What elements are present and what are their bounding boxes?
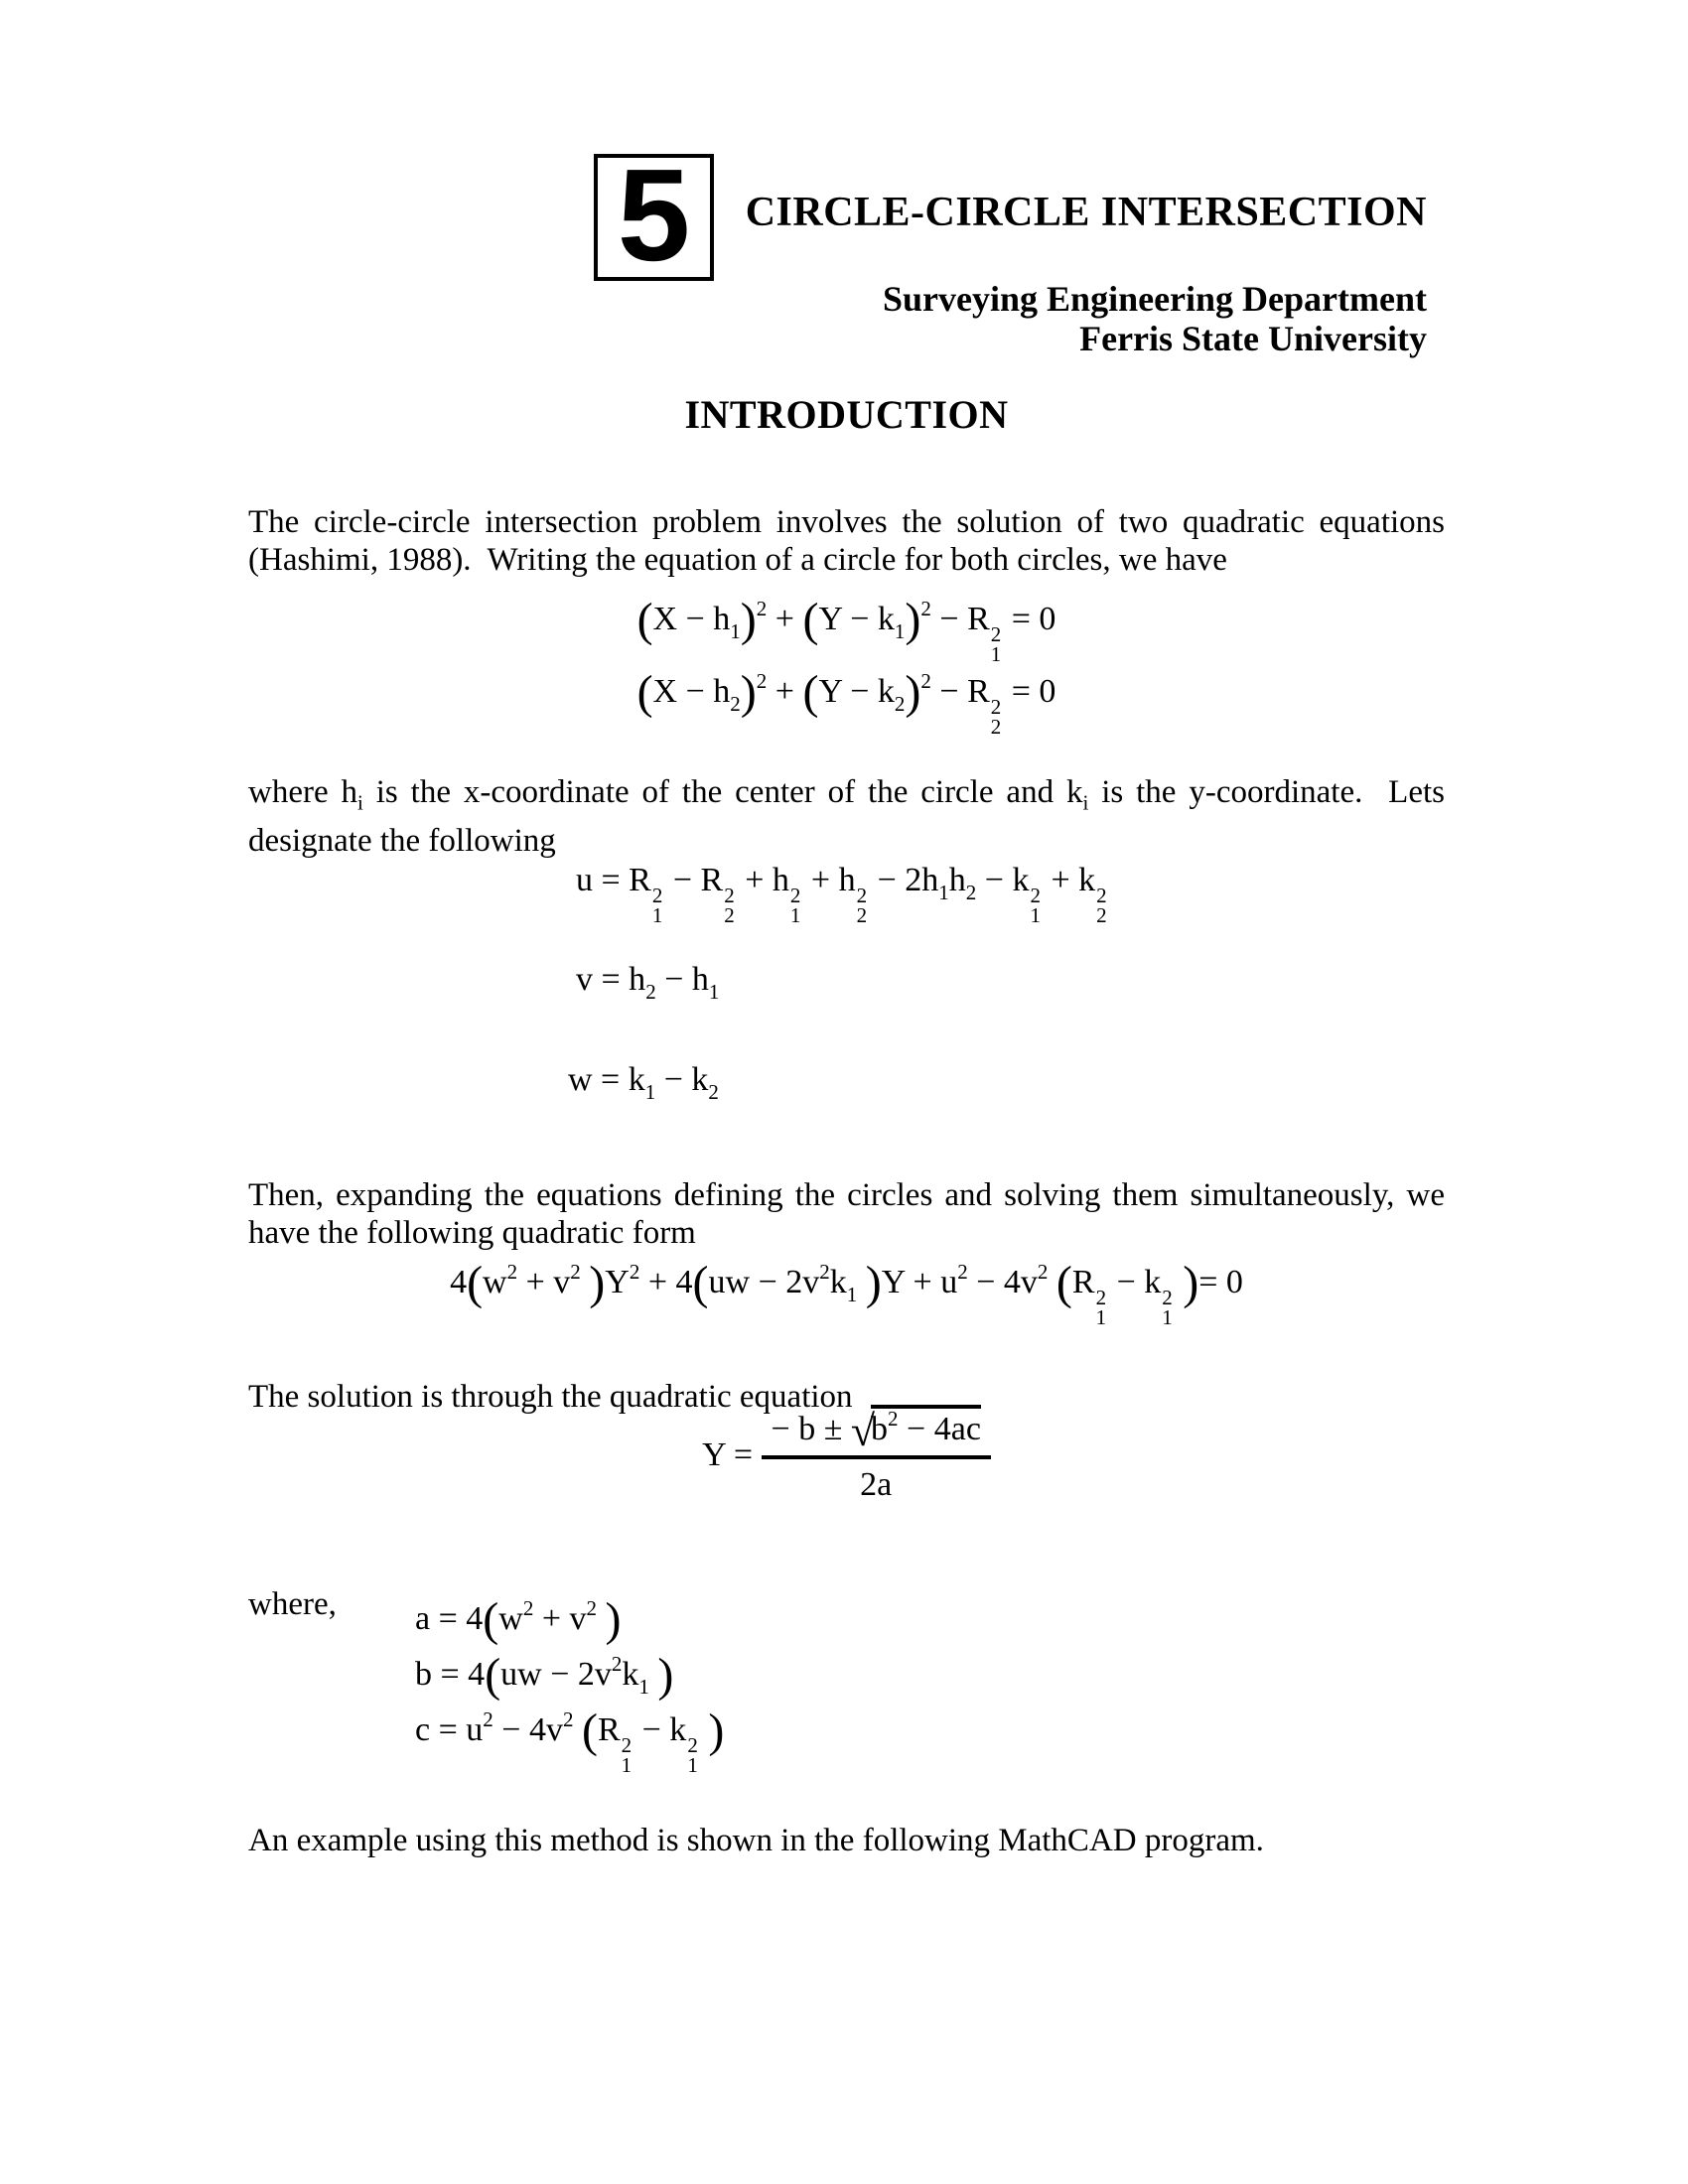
equation-w: $w = k_1 - k_2$ xyxy=(568,1061,719,1104)
equation-circle-1: $(X - h_1)^2 + (Y - k_1)^2 - R$ 2 1 = 0 xyxy=(636,594,1056,666)
header-block xyxy=(746,191,1427,358)
circle-equations xyxy=(248,592,1445,737)
chapter-number-box xyxy=(594,142,714,288)
equation-c: $c = u^2 - 4v^2$ (R 2 1 − k 2 1 ) xyxy=(415,1705,725,1777)
chapter-number: 5 xyxy=(617,142,691,288)
equation-v: $v = h_2 - h_1$ xyxy=(576,961,720,1004)
then-paragraph: Then, expanding the equations defining the circles and solving them simultaneously, we have the following quadratic form xyxy=(248,1177,1445,1251)
where-label: where, xyxy=(248,1586,337,1622)
equation-a: $a = 4(w^2 + v^2$ ) xyxy=(415,1593,622,1646)
equation-b: $b = 4(uw - 2v^2k_1$ ) xyxy=(415,1649,674,1702)
introduction-heading: INTRODUCTION xyxy=(684,392,1009,437)
equation-u: u = R 2 1 − R 2 2 + h 2 1 + h 2 2 − $2h_1h_2 - k$ 2 1 + k 2 2 xyxy=(576,862,1107,927)
solution-paragraph: The solution is through the quadratic equation xyxy=(248,1379,853,1415)
document-title: CIRCLE-CIRCLE INTERSECTION xyxy=(745,190,1427,235)
equation-quadratic-form: $4(w^2 + v^2$ )$Y^2 + 4(uw - 2v^2k_1$ )$Y + u^2 - 4v^2$ (R 2 1 − k 2 1 )= 0 xyxy=(450,1257,1243,1329)
university-name: Ferris State University xyxy=(1079,319,1427,358)
where-paragraph: where $h_i$ is the x-coordinate of the center of the circle and $k_i$ is the y-coordinate. Lets designate the following xyxy=(248,774,1445,859)
intro-paragraph: The circle-circle intersection problem involves the solution of two quadratic equations (Hashimi, 1988). Writing the equation of a circle for both circles, we have xyxy=(248,504,1445,578)
equation-y-solution: Y = $\frac{- b \pm √b^2 - 4ac}{2a}$ xyxy=(248,1408,1445,1507)
example-paragraph: An example using this method is shown in the following MathCAD program. xyxy=(248,1823,1264,1858)
department-name: Surveying Engineering Department xyxy=(883,279,1427,319)
equation-circle-2: $(X - h_2)^2 + (Y - k_2)^2 - R$ 2 2 = 0 xyxy=(636,666,1056,739)
abc-equations xyxy=(415,1591,724,1775)
